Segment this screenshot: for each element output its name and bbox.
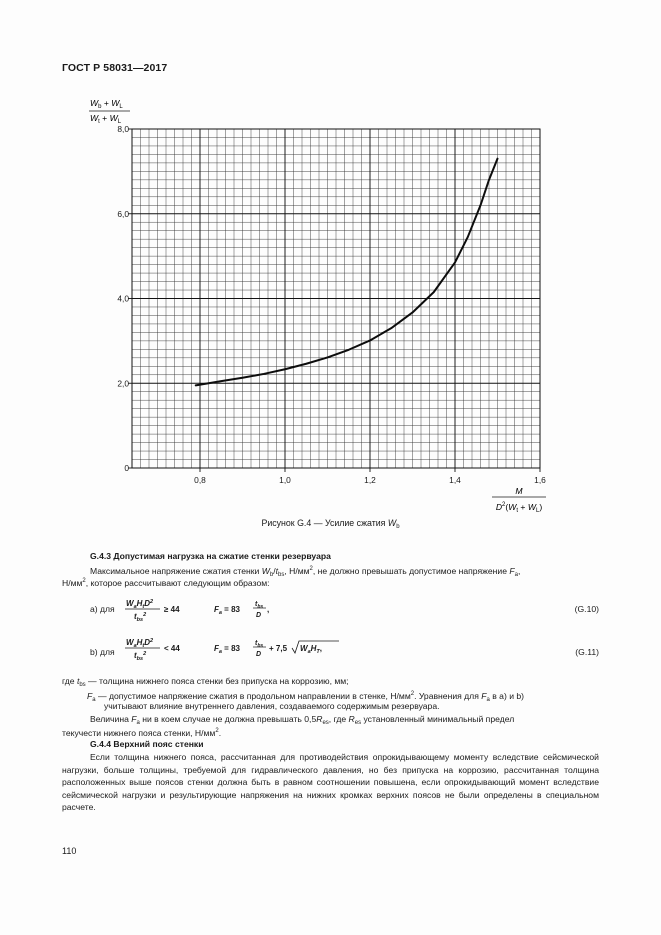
y-tick-label: 8,0: [117, 124, 129, 134]
y-axis-label-numerator: $W_b + W_L$: [90, 98, 123, 110]
x-axis-label-numerator: M: [515, 486, 523, 496]
formula-g11: [90, 638, 599, 663]
text: — допустимое напряжение сжатия в продольном направлении в стенке, Н/мм: [95, 691, 411, 701]
section-g43-paragraph-line2: [62, 576, 599, 589]
formula-g10-expression: [124, 597, 384, 623]
section-g44-body: Если толщина нижнего пояса, рассчитанная для противодействия опрокидывающему моменту вследствие сейсмической нагрузки, больше толщины, требуемой для гидравлического давления, но без припуска на коррозию, рассчитанная толщина расположенных выше поясов стенки должна быть в равном соотношении повышена, если опрокидывающий момент вследствие сейсмической нагрузки и результирующие напряжения на нижних кромках верхних поясов не были определены в специальном расчете.: [62, 752, 599, 813]
y-tick-label: 2,0: [117, 378, 129, 389]
sub: bs: [278, 572, 285, 578]
chart-ticks: [117, 124, 546, 485]
sub: es: [322, 720, 329, 726]
svg-text:D: D: [256, 612, 262, 619]
sup: 2: [309, 566, 313, 572]
sup: 2: [82, 578, 86, 584]
formula-g11-label: b) для: [90, 647, 115, 657]
svg-text:tbs2: $t_{bs}^2$: [134, 651, 147, 662]
definition-fa-line2: учитывают влияние внутреннего давления, создаваемого содержимым резервуара.: [104, 701, 440, 711]
text: , где: [328, 714, 349, 724]
sup: 2: [410, 691, 415, 697]
svg-text:Fa = 83: $F_a = 83$: [214, 644, 240, 655]
sub: es: [354, 720, 362, 726]
y-axis-label: [89, 98, 130, 125]
y-axis-label-denominator: $W_t + W_L$: [90, 113, 122, 125]
text: /: [273, 566, 276, 576]
svg-text:WaHtD2: $W_aH_tD^2$: [126, 638, 154, 649]
sub: b: [269, 572, 274, 578]
y-tick-label: 6,0: [117, 208, 129, 219]
svg-text:D: D: [256, 651, 262, 658]
text: текучести нижнего пояса стенки, Н/мм: [62, 728, 216, 738]
text: Величина: [90, 714, 132, 724]
x-tick-label: 1,2: [364, 475, 376, 485]
var: F: [481, 691, 487, 701]
y-tick-label: 0: [124, 463, 129, 473]
svg-text:,: ,: [267, 605, 270, 614]
formula-g11-condition: < 44: [164, 644, 180, 653]
text: — толщина нижнего пояса стенки без припуска на коррозию, мм;: [85, 676, 349, 686]
text: , которое рассчитывают следующим образом:: [85, 578, 270, 588]
svg-text:tbs: $t_{bs}$: [255, 640, 264, 649]
x-tick-label: 1,4: [449, 475, 461, 485]
var: t: [275, 566, 278, 576]
sub: a: [486, 697, 490, 703]
x-tick-label: 0,8: [194, 475, 206, 485]
text: ни в коем случае не должна превышать 0,5: [139, 714, 317, 724]
text: .: [218, 728, 222, 738]
sub: a: [136, 720, 140, 726]
formula-g10-condition: ≥ 44: [164, 605, 180, 614]
x-axis-label-denominator: $D^2(W_t + W_L)$: [495, 502, 543, 514]
x-tick-label: 1,6: [534, 475, 546, 485]
text: где: [62, 676, 77, 686]
figure-caption: [0, 518, 661, 530]
sub: a: [92, 697, 96, 703]
formula-g11-number: (G.11): [575, 647, 599, 657]
section-g44-heading: G.4.4 Верхний пояс стенки: [90, 739, 204, 749]
var: R: [316, 714, 323, 724]
svg-text:Fa = 83: $F_a = 83$: [214, 605, 240, 616]
series-line-curve: [196, 159, 498, 386]
formula-g10-label: а) для: [90, 604, 115, 614]
sub: a: [514, 572, 518, 578]
var: R: [348, 714, 355, 724]
section-g43-heading: G.4.3 Допустимая нагрузка на сжатие стенки резервуара: [90, 551, 331, 561]
sup: 2: [215, 728, 219, 734]
var: F: [87, 691, 93, 701]
text: , не должно превышать допустимое напряжение: [312, 566, 510, 576]
text: в а) и b): [489, 691, 525, 701]
text: установленный минимальный предел: [361, 714, 515, 724]
figure-caption-prefix: Рисунок G.4 — Усилие сжатия: [261, 518, 388, 528]
x-axis-label: [492, 486, 546, 514]
sub: bs: [79, 682, 86, 688]
figure-caption-var: W: [387, 518, 397, 528]
text: . Уравнения для: [414, 691, 482, 701]
text: ,: [517, 566, 521, 576]
svg-text:WaHT,: $W_aH_T$,: [300, 644, 323, 655]
svg-text:tbs: $t_{bs}$: [255, 601, 264, 610]
svg-text:WaHtD2: $W_aH_tD^2$: [126, 599, 154, 610]
formula-g10: [90, 599, 599, 623]
text: , Н/мм: [284, 566, 310, 576]
limit-paragraph-line2: [62, 726, 599, 739]
svg-text:+ 7,5: + 7,5: [269, 644, 288, 653]
page-number: 110: [62, 846, 77, 856]
formula-g11-expression: [124, 636, 424, 662]
svg-text:tbs2: $t_{bs}^2$: [134, 612, 147, 623]
var: t: [76, 676, 80, 686]
var: W: [261, 566, 270, 576]
var: F: [509, 566, 515, 576]
chart-series: [196, 159, 498, 386]
document-header: ГОСТ Р 58031—2017: [62, 62, 168, 74]
y-tick-label: 4,0: [117, 293, 129, 304]
var: F: [131, 714, 137, 724]
figure-caption-sub: b: [396, 524, 400, 530]
x-tick-label: 1,0: [279, 475, 291, 485]
text: Н/мм: [62, 578, 83, 588]
formula-g10-number: (G.10): [574, 604, 599, 614]
text: Максимальное напряжение сжатия стенки: [90, 566, 262, 576]
